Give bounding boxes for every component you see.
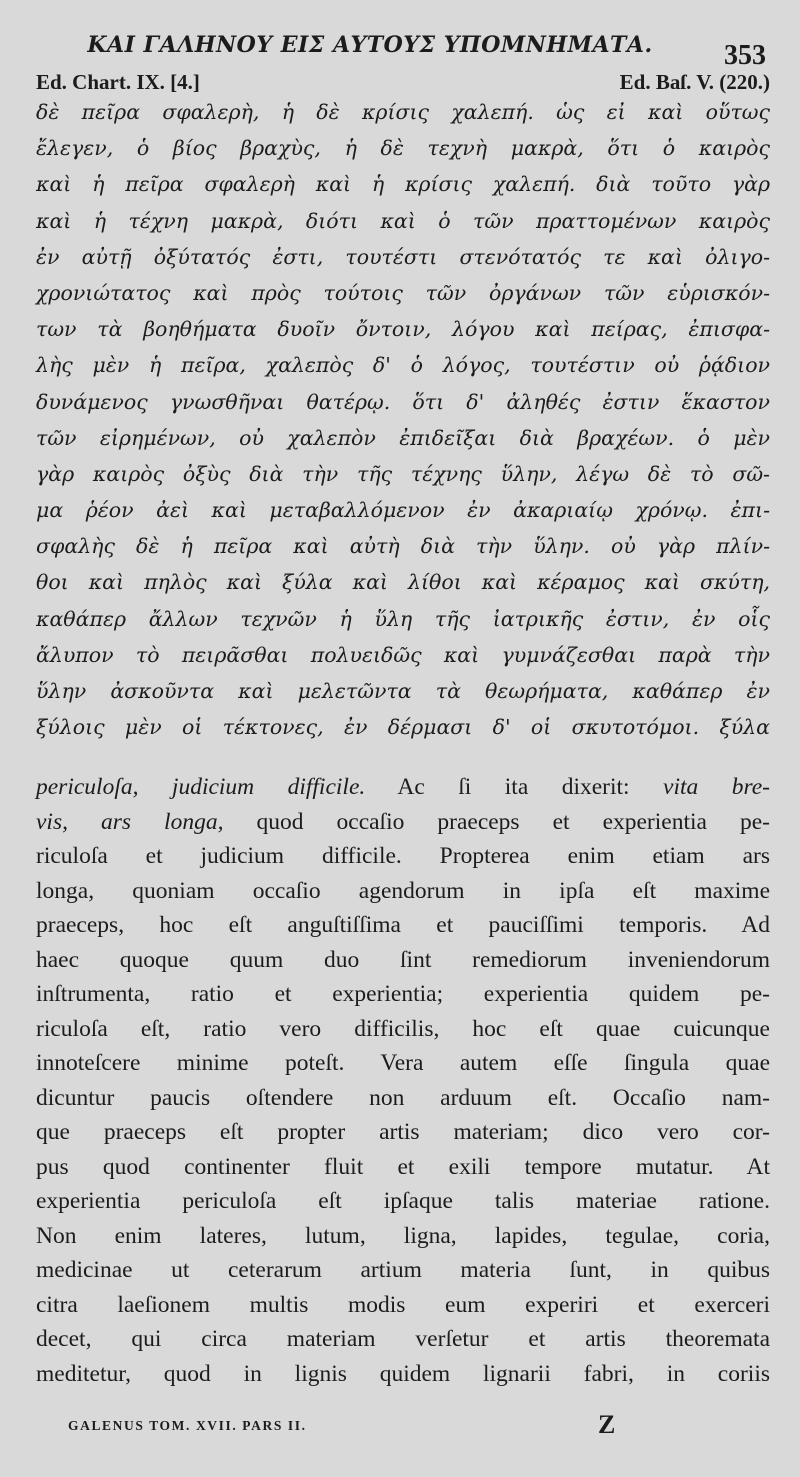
latin-text-line — [36, 943, 770, 978]
latin-roman-span: riculoſa et judicium difficile. Propterea enim etiam ars — [36, 843, 770, 869]
latin-roman-span: quod occaſio praeceps et experientia pe- — [223, 808, 770, 835]
page-number: 353 — [724, 40, 766, 71]
greek-text-line: καὶ ἡ τέχνη μακρὰ, διότι καὶ ὁ τῶν πραττομένων καιρὸς — [36, 208, 770, 233]
edition-chartier-ref: Ed. Chart. IX. [4.] — [36, 70, 200, 94]
latin-italic-span: vita bre- — [663, 774, 770, 800]
latin-roman-span: que praeceps eſt propter artis materiam; dico vero cor- — [36, 1119, 770, 1145]
latin-roman-span: haec quoque quum duo ſint remediorum inveniendorum — [36, 946, 770, 973]
latin-roman-span: riculoſa eſt, ratio vero difficilis, hoc eſt quae cuicunque — [36, 1015, 770, 1042]
latin-text-block — [36, 770, 770, 1391]
greek-text-line: ἔλεγεν, ὁ βίος βραχὺς, ἡ δὲ τεχνὴ μακρὰ, ὅτι ὁ καιρὸς — [36, 136, 770, 161]
latin-roman-span: meditetur, quod in lignis quidem lignarii fabri, in coriis — [36, 1360, 770, 1387]
latin-text-line — [36, 1115, 770, 1150]
edition-basel-ref: Ed. Baſ. V. (220.) — [619, 70, 770, 94]
latin-text-line — [36, 1253, 770, 1288]
greek-text-line: ξύλοις μὲν οἱ τέκτονες, ἐν δέρμασι δ' οἱ σκυτοτόμοι. ξύλα — [36, 715, 770, 740]
latin-text-line — [36, 1012, 770, 1047]
greek-text-line: λὴς μὲν ἡ πεῖρα, χαλεπὸς δ' ὁ λόγος, τουτέστιν οὐ ῥᾴδιον — [36, 353, 770, 378]
greek-text-line: ἐν αὐτῇ ὀξύτατός ἐστι, τουτέστι στενότατός τε καὶ ὀλιγο- — [36, 244, 770, 269]
latin-roman-span: pus quod continenter fluit et exili tempore mutatur. At — [36, 1153, 770, 1180]
footer-note: GALENUS TOM. XVII. PARS II. — [68, 1418, 307, 1433]
greek-text-line: των τὰ βοηθήματα δυοῖν ὄντοιν, λόγου καὶ πείρας, ἐπισφα- — [36, 317, 770, 342]
greek-text-line: καὶ ἡ πεῖρα σφαλερὴ καὶ ἡ κρίσις χαλεπή. διὰ τοῦτο γὰρ — [36, 172, 770, 197]
latin-text-line — [36, 1046, 770, 1081]
latin-text-line — [36, 1219, 770, 1254]
latin-text-line — [36, 1322, 770, 1357]
latin-roman-span: innoteſcere minime poteſt. Vera autem eſſe ſingula quae — [36, 1050, 770, 1076]
signature-mark: Z — [598, 1410, 616, 1439]
greek-text-line: γὰρ καιρὸς ὀξὺς διὰ τὴν τῆς τέχνης ὕλην, λέγω δὲ τὸ σῶ- — [36, 461, 770, 486]
greek-text-line: δὲ πεῖρα σφαλερὴ, ἡ δὲ κρίσις χαλεπή. ὡς εἰ καὶ οὕτως — [36, 100, 770, 124]
latin-italic-span: vis, ars longa, — [36, 808, 224, 835]
latin-roman-span: experientia periculoſa eſt ipſaque talis materiae ratione. — [36, 1188, 770, 1214]
greek-text-line: θοι καὶ πηλὸς καὶ ξύλα καὶ λίθοι καὶ κέραμος καὶ σκύτη, — [36, 570, 770, 595]
latin-text-line — [36, 908, 770, 943]
latin-text-line — [36, 977, 770, 1012]
latin-roman-span: dicuntur paucis oſtendere non arduum eſt. Occaſio nam- — [36, 1084, 770, 1111]
latin-text-line — [36, 1184, 770, 1219]
latin-roman-span: longa, quoniam occaſio agendorum in ipſa eſt maxime — [36, 877, 770, 904]
latin-text-line — [36, 770, 770, 805]
latin-text-line — [36, 839, 770, 874]
greek-text-line: χρονιώτατος καὶ πρὸς τούτοις τῶν ὀργάνων τῶν εὑρισκόν- — [36, 280, 770, 305]
greek-text-line: δυνάμενος γνωσθῆναι θατέρῳ. ὅτι δ' ἀληθές ἐστιν ἕκαστον — [36, 389, 770, 414]
greek-text-block — [36, 94, 770, 745]
latin-text-line — [36, 1288, 770, 1323]
greek-text-line: τῶν εἰρημένων, οὐ χαλεπὸν ἐπιδεῖξαι διὰ βραχέων. ὁ μὲν — [36, 425, 770, 450]
latin-text-line — [36, 1357, 770, 1392]
greek-text-line: ὕλην ἀσκοῦντα καὶ μελετῶντα τὰ θεωρήματα, καθάπερ ἐν — [36, 679, 770, 703]
latin-italic-span: periculoſa, judicium difficile. — [36, 774, 366, 800]
greek-text-line: καθάπερ ἄλλων τεχνῶν ἡ ὕλη τῆς ἰατρικῆς ἐστιν, ἐν οἷς — [36, 606, 770, 631]
greek-text-line: ἄλυπον τὸ πειρᾶσθαι πολυειδῶς καὶ γυμνάζεσθαι παρὰ τὴν — [36, 642, 770, 667]
latin-roman-span: citra laeſionem multis modis eum experiri et exerceri — [36, 1291, 770, 1318]
latin-roman-span: praeceps, hoc eſt anguſtiſſima et pauciſſimi temporis. Ad — [36, 912, 770, 938]
running-head: ΚΑΙ ΓΑΛΗΝΟΥ ΕΙΣ ΑΥΤΟΥΣ ΥΠΟΜΝΗΜΑΤΑ. — [87, 32, 653, 58]
latin-text-line — [36, 874, 770, 909]
latin-roman-span: Ac ſi ita dixerit: — [365, 774, 664, 800]
greek-text-line: μα ῥέον ἀεὶ καὶ μεταβαλλόμενον ἐν ἀκαριαίῳ χρόνῳ. ἐπι- — [36, 498, 770, 523]
latin-roman-span: decet, qui circa materiam verſetur et artis theoremata — [36, 1326, 770, 1352]
greek-text-line: σφαλὴς δὲ ἡ πεῖρα καὶ αὐτὴ διὰ τὴν ὕλην. οὐ γὰρ πλίν- — [36, 534, 770, 559]
latin-roman-span: inſtrumenta, ratio et experientia; experientia quidem pe- — [36, 981, 770, 1007]
latin-roman-span: medicinae ut ceterarum artium materia ſunt, in quibus — [36, 1257, 770, 1283]
latin-roman-span: Non enim lateres, lutum, ligna, lapides, tegulae, coria, — [36, 1222, 770, 1249]
latin-text-line — [36, 1150, 770, 1185]
latin-text-line — [36, 1081, 770, 1116]
latin-text-line — [36, 805, 770, 840]
